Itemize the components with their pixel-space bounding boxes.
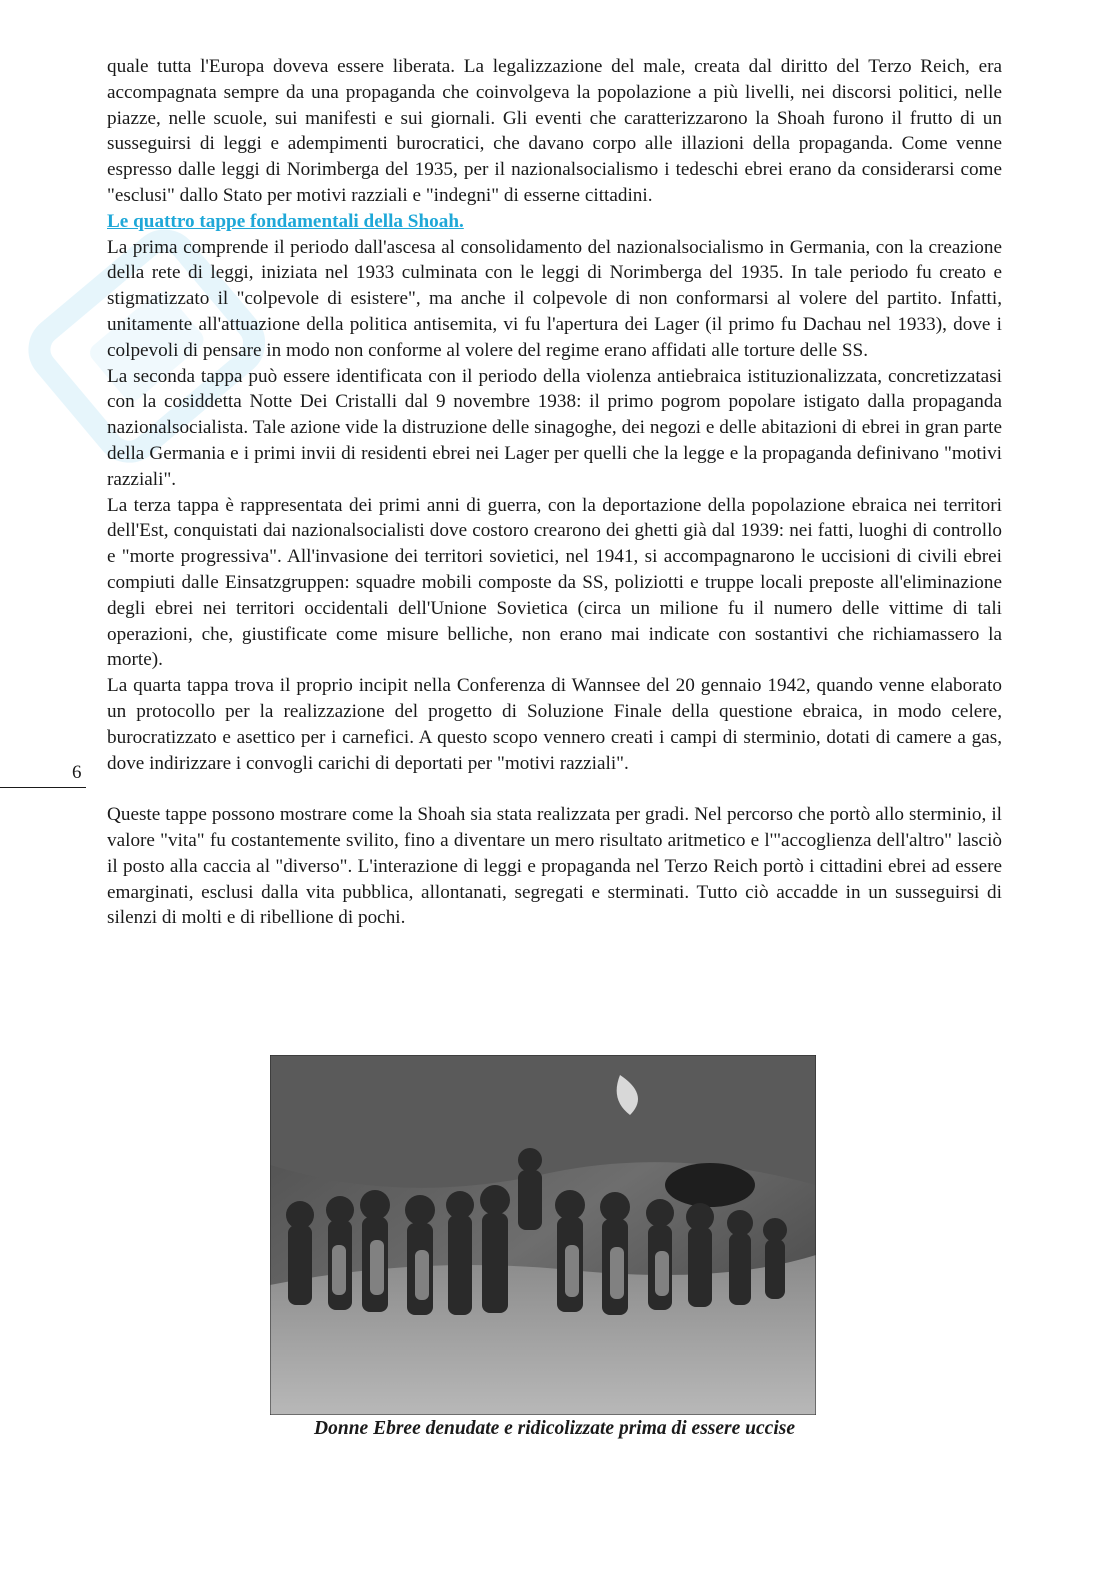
historical-photo: [270, 1055, 816, 1415]
page-number-rule: [0, 787, 86, 788]
intro-paragraph: quale tutta l'Europa doveva essere liberata. La legalizzazione del male, creata dal diritto del Terzo Reich, era accompagnata sempre da una propaganda che coinvolgeva la popolazione a più livelli, nei discorsi politici, nelle piazze, nelle scuole, sui manifesti e sui giornali. Gli eventi che caratterizzarono la Shoah furono il frutto di un susseguirsi di leggi e adempimenti burocratici, che davano corpo alle illazioni della propaganda. Come venne espresso dalle leggi di Norimberga del 1935, per il nazionalsocialismo i tedeschi ebrei erano da considerarsi come "esclusi" dallo Stato per motivi razziali e "indegni" di esserne cittadini.: [107, 56, 1002, 206]
paragraph-second-stage: La seconda tappa può essere identificata con il periodo della violenza antiebraica istituzionalizzata, concretizzatasi con la cosiddetta Notte Dei Cristalli dal 9 novembre 1938: il primo pogrom popolare istigato dalla propaganda nazionalsocialista. Tale azione vide la distruzione delle sinagoghe, dei negozi e delle abitazioni di ebrei in gran parte della Germania e i primi invii di residenti ebrei nei Lager per quelli che la legge e la propaganda definivano "motivi razziali".: [107, 365, 1002, 490]
paragraph-third-stage: La terza tappa è rappresentata dei primi anni di guerra, con la deportazione della popolazione ebraica nei territori dell'Est, conquistati dai nazionalsocialisti dove costoro crearono dei ghetti già dal 1939: nei fatti, luoghi di controllo e "morte progressiva". All'invasione dei territori sovietici, nel 1941, si accompagnarono le uccisioni di civili ebrei compiuti dalle Einsatzgruppen: squadre mobili composte da SS, poliziotti e truppe locali preposte all'eliminazione degli ebrei nei territori occidentali dell'Unione Sovietica (circa un milione fu il numero delle vittime di tali operazioni, che, giustificate come misure belliche, non erano mai indicate con sostantivi che richiamassero la morte).: [107, 494, 1002, 671]
paragraph-conclusion: Queste tappe possono mostrare come la Shoah sia stata realizzata per gradi. Nel percorso che portò allo sterminio, il valore "vita" fu costantemente svilito, fino a diventare un mero risultato aritmetico e l'"accoglienza dell'altro" lasciò il posto alla caccia al "diverso". L'interazione di leggi e propaganda nel Terzo Reich portò i cittadini ebrei ad essere emarginati, esclusi dalla vita pubblica, allontanati, segregati e sterminati. Tutto ciò accadde in un susseguirsi di silenzi di molti e di ribellione di pochi.: [107, 804, 1002, 929]
document-body: [107, 54, 1002, 931]
page-number: 6: [72, 762, 82, 783]
figure-caption: Donne Ebree denudate e ridicolizzate prima di essere uccise: [314, 1418, 795, 1439]
section-heading-link[interactable]: Le quattro tappe fondamentali della Shoah.: [107, 210, 464, 232]
paragraph-fourth-stage: La quarta tappa trova il proprio incipit nella Conferenza di Wannsee del 20 gennaio 1942, quando venne elaborato un protocollo per la realizzazione del progetto di Soluzione Finale della questione ebraica, in modo celere, burocratizzato e asettico per i carnefici. A questo scopo vennero creati i campi di sterminio, dotati di camere a gas, dove indirizzare i convogli carichi di deportati per "motivi razziali".: [107, 675, 1002, 774]
paragraph-first-stage: La prima comprende il periodo dall'ascesa al consolidamento del nazionalsocialismo in Germania, con la creazione della rete di leggi, iniziata nel 1933 culminata con le leggi di Norimberga del 1935. In tale periodo fu creato e stigmatizzato il "colpevole di esistere", ma anche il colpevole di non conformarsi al volere del partito. Infatti, unitamente all'attuazione della politica antisemita, vi fu l'apertura dei Lager (il primo fu Dachau nel 1933), dove i colpevoli di pensare in modo non conforme al volere del regime erano affidati alle torture delle SS.: [107, 236, 1002, 361]
